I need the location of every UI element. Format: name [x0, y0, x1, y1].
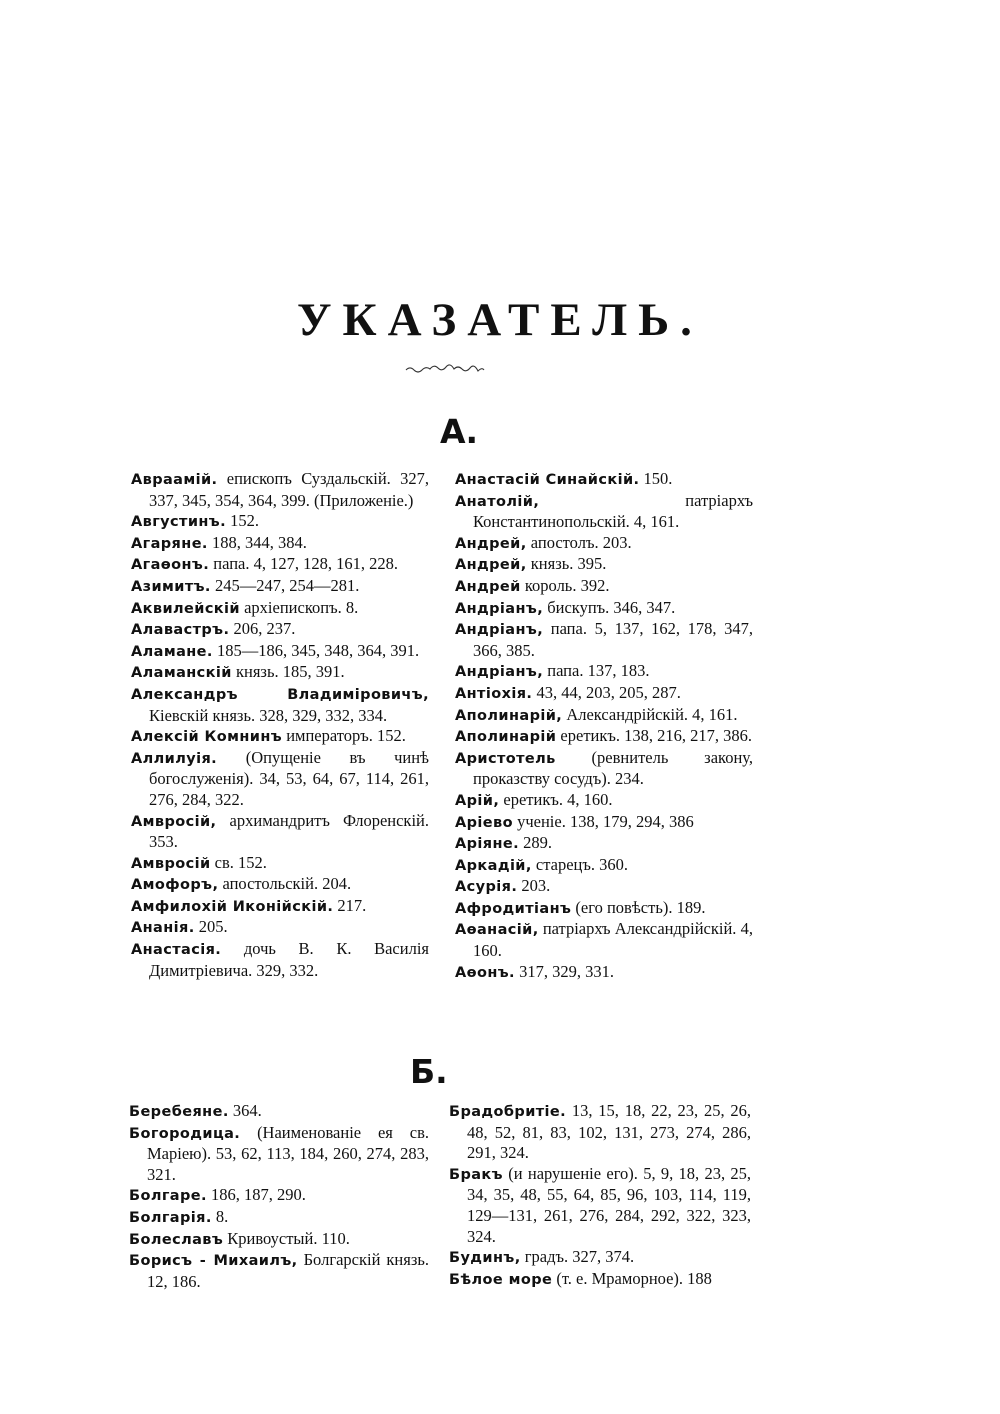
section-letter-b: Б.	[410, 1052, 448, 1091]
section-b-left-column	[129, 1101, 429, 1292]
entry-references: папа. 4, 127, 128, 161, 228.	[209, 554, 398, 574]
entry-references: Кіевскій князь. 328, 329, 332, 334.	[149, 705, 388, 725]
index-entry	[131, 598, 429, 620]
entry-references: 317, 329, 331.	[514, 961, 614, 981]
entry-references: апостольскій. 204.	[218, 874, 352, 894]
entry-references: (Наименованіе ея св. Маріею). 53, 62, 113, 184, 260, 274, 283, 321.	[147, 1122, 429, 1184]
entry-references: апостолъ. 203.	[526, 532, 632, 552]
entry-references: императоръ. 152.	[282, 726, 406, 746]
entry-references: 206, 237.	[229, 619, 296, 639]
index-entry	[455, 919, 753, 961]
entry-headword: Аріево	[455, 814, 513, 831]
entry-headword: Алавастръ.	[131, 622, 230, 639]
entry-references: 289.	[519, 833, 553, 853]
entry-references: (Опущеніе въ чинѣ богослуженія). 34, 53, 64, 67, 114, 261, 276, 284, 322.	[149, 747, 429, 809]
index-entry	[455, 576, 753, 598]
section-letter-a: А.	[440, 412, 479, 451]
entry-headword: Аристотель	[455, 750, 556, 767]
entry-references: епископъ Суздальскій. 327, 337, 345, 354, 364, 399. (Приложеніе.)	[149, 469, 429, 510]
entry-headword: Анатолій,	[455, 493, 540, 510]
index-entry	[131, 533, 429, 555]
entry-headword: Амвросій	[131, 855, 211, 872]
index-entry	[449, 1101, 751, 1164]
index-entry	[129, 1229, 429, 1251]
index-entry	[455, 855, 753, 877]
index-entry	[129, 1101, 429, 1123]
entry-references: 364.	[228, 1101, 262, 1120]
index-entry	[455, 554, 753, 576]
entry-headword: Аполинарій	[455, 729, 557, 746]
entry-references: папа. 137, 183.	[543, 661, 650, 681]
index-entry	[131, 684, 429, 726]
entry-headword: Аламанскій	[131, 665, 232, 682]
entry-references: архимандритъ Флоренскій. 353.	[149, 810, 429, 852]
index-entry	[131, 726, 429, 748]
entry-headword: Анастасій Синайскій.	[455, 472, 640, 488]
index-entry	[129, 1185, 429, 1207]
entry-headword: Амфилохій Иконійскій.	[131, 898, 334, 915]
index-entry	[129, 1123, 429, 1186]
entry-references: 205.	[194, 917, 228, 937]
page-title: УКАЗАТЕЛЬ.	[297, 294, 703, 346]
entry-headword: Антіохія.	[455, 685, 533, 702]
section-a-left-column	[131, 469, 429, 981]
entry-references: (и нарушеніе его). 5, 9, 18, 23, 25, 34, 35, 48, 55, 64, 85, 96, 103, 114, 119, 129—131, 261, 276, 284, 292, 322, 323, 324.	[467, 1163, 751, 1246]
entry-references: (т. е. Мраморное). 188	[552, 1268, 712, 1288]
entry-headword: Августинъ.	[131, 514, 227, 531]
entry-references: дочь В. К. Василія Димитріевича. 329, 332.	[149, 939, 429, 980]
entry-headword: Арій,	[455, 792, 500, 809]
entry-headword: Аполинарій,	[455, 707, 563, 724]
index-entry	[131, 748, 429, 811]
index-entry	[455, 812, 753, 834]
entry-headword: Борисъ - Михаилъ,	[129, 1253, 298, 1270]
entry-references: архіепископъ. 8.	[239, 597, 359, 617]
entry-references: 152.	[226, 511, 260, 531]
index-entry	[455, 705, 753, 727]
index-entry	[131, 469, 429, 511]
index-entry	[455, 598, 753, 620]
entry-references: 186, 187, 290.	[206, 1185, 306, 1205]
entry-headword: Алексій Комнинъ	[131, 729, 283, 746]
entry-headword: Андрей,	[455, 557, 527, 574]
entry-headword: Бѣлое море	[449, 1271, 553, 1288]
entry-headword: Бракъ	[449, 1166, 503, 1183]
entry-references: (его повѣсть). 189.	[571, 897, 706, 917]
entry-headword: Асурія.	[455, 879, 518, 896]
entry-headword: Амвросій,	[131, 813, 217, 830]
entry-references: 188, 344, 384.	[207, 532, 307, 552]
index-entry	[455, 533, 753, 555]
entry-headword: Брадобритіе.	[449, 1104, 567, 1120]
index-entry	[455, 469, 753, 491]
index-entry	[131, 641, 429, 663]
entry-references: 8.	[211, 1206, 229, 1226]
entry-headword: Аѳанасій,	[455, 922, 539, 939]
section-b-right-column	[449, 1101, 751, 1290]
entry-headword: Анастасія.	[131, 942, 222, 959]
entry-references: 245—247, 254—281.	[210, 575, 360, 595]
entry-headword: Андріанъ,	[455, 664, 544, 681]
index-entry	[449, 1269, 751, 1291]
index-entry	[455, 683, 753, 705]
entry-references: патріархъ Константинопольскій. 4, 161.	[473, 490, 753, 532]
index-entry	[455, 876, 753, 898]
entry-references: патріархъ Александрійскій. 4, 160.	[473, 919, 753, 961]
index-entry	[131, 811, 429, 853]
section-a-right-column	[455, 469, 753, 983]
index-entry	[131, 939, 429, 981]
index-entry	[131, 554, 429, 576]
entry-headword: Аѳонъ.	[455, 964, 515, 981]
entry-references: старецъ. 360.	[531, 854, 629, 874]
entry-references: (ревнитель закону, проказству сосудъ). 234.	[473, 747, 753, 789]
index-entry	[455, 898, 753, 920]
index-entry	[449, 1247, 751, 1269]
index-entry	[449, 1164, 751, 1247]
entry-references: Кривоустый. 110.	[223, 1228, 350, 1248]
entry-headword: Ананія.	[131, 920, 195, 937]
index-entry	[455, 726, 753, 748]
index-entry	[455, 619, 753, 661]
index-entry	[131, 511, 429, 533]
entry-references: ученіе. 138, 179, 294, 386	[512, 811, 694, 831]
entry-headword: Агаряне.	[131, 535, 208, 552]
entry-references: Александрійскій. 4, 161.	[562, 704, 738, 724]
ornament-divider-icon	[400, 360, 490, 378]
entry-references: 13, 15, 18, 22, 23, 25, 26, 48, 52, 81, 83, 102, 131, 273, 274, 286, 291, 324.	[467, 1101, 751, 1163]
index-entry	[131, 576, 429, 598]
entry-references: князь. 185, 391.	[231, 662, 345, 682]
index-entry	[129, 1207, 429, 1229]
entry-references: Болгарскій князь. 12, 186.	[147, 1250, 429, 1291]
entry-references: еретикъ. 4, 160.	[499, 789, 613, 809]
entry-references: князь. 395.	[526, 554, 607, 574]
index-entry	[455, 790, 753, 812]
entry-headword: Андрей,	[455, 535, 527, 552]
entry-headword: Аркадій,	[455, 857, 532, 874]
entry-headword: Андріанъ,	[455, 600, 544, 617]
entry-references: 217.	[333, 895, 367, 915]
index-entry	[131, 853, 429, 875]
index-entry	[131, 917, 429, 939]
entry-headword: Будинъ,	[449, 1250, 521, 1267]
entry-headword: Болеславъ	[129, 1231, 224, 1248]
entry-references: 43, 44, 203, 205, 287.	[532, 682, 681, 702]
index-entry	[455, 833, 753, 855]
entry-references: бискупъ. 346, 347.	[543, 597, 676, 617]
entry-references: градъ. 327, 374.	[520, 1247, 635, 1267]
entry-headword: Болгарія.	[129, 1209, 212, 1226]
entry-headword: Александръ Владиміровичъ,	[131, 686, 429, 703]
entry-headword: Болгаре.	[129, 1188, 207, 1205]
entry-headword: Агаѳонъ.	[131, 557, 210, 574]
entry-references: 150.	[639, 469, 673, 488]
entry-headword: Андріанъ,	[455, 622, 544, 639]
entry-headword: Аквилейскій	[131, 600, 240, 617]
index-entry	[455, 491, 753, 533]
entry-references: король. 392.	[520, 575, 610, 595]
entry-headword: Аріяне.	[455, 836, 520, 853]
entry-references: еретикъ. 138, 216, 217, 386.	[556, 726, 753, 746]
entry-headword: Беребеяне.	[129, 1104, 229, 1120]
entry-references: папа. 5, 137, 162, 178, 347, 366, 385.	[473, 619, 753, 660]
index-entry	[131, 619, 429, 641]
index-entry	[455, 748, 753, 790]
index-entry	[129, 1250, 429, 1292]
index-entry	[455, 962, 753, 984]
entry-headword: Андрей	[455, 578, 521, 595]
entry-headword: Аллилуія.	[131, 750, 218, 767]
entry-references: св. 152.	[210, 852, 267, 872]
entry-headword: Амофоръ,	[131, 877, 219, 894]
entry-headword: Афродитіанъ	[455, 900, 572, 917]
index-entry	[131, 662, 429, 684]
entry-references: 185—186, 345, 348, 364, 391.	[212, 640, 420, 660]
entry-headword: Богородица.	[129, 1125, 241, 1142]
index-entry	[455, 661, 753, 683]
entry-headword: Азимитъ.	[131, 578, 211, 595]
entry-headword: Аламане.	[131, 643, 213, 660]
entry-references: 203.	[517, 876, 551, 896]
entry-headword: Авраамій.	[131, 472, 218, 488]
index-entry	[131, 874, 429, 896]
index-entry	[131, 896, 429, 918]
